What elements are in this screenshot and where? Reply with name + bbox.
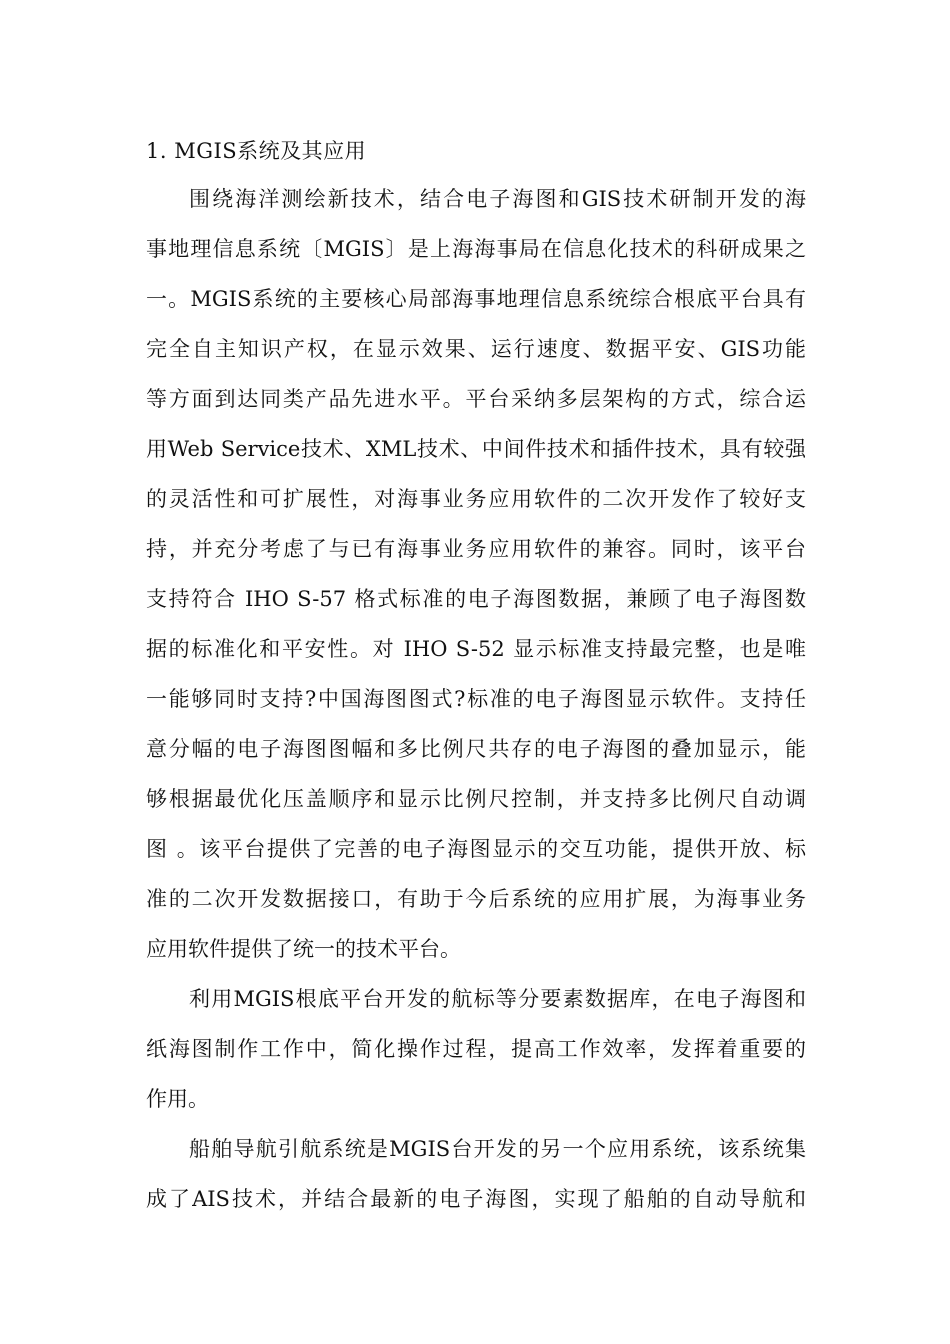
paragraph-line: 事地理信息系统〔MGIS〕是上海海事局在信息化技术的科研成果之 <box>146 237 806 261</box>
paragraph-line: 应用软件提供了统一的技术平台。 <box>146 937 461 961</box>
paragraph-line: 纸海图制作工作中，简化操作过程，提高工作效率，发挥着重要的 <box>146 1037 806 1061</box>
paragraph-line: 据的标准化和平安性。对 IHO S-52 显示标准支持最完整，也是唯 <box>146 637 806 661</box>
paragraph <box>146 974 806 1124</box>
paragraph-line: 支持符合 IHO S-57 格式标准的电子海图数据，兼顾了电子海图数 <box>146 587 806 611</box>
paragraph-line: 用Web Service技术、XML技术、中间件技术和插件技术，具有较强 <box>146 437 806 461</box>
paragraph-line: 利用MGIS根底平台开发的航标等分要素数据库，在电子海图和 <box>189 987 806 1011</box>
paragraph-line: 围绕海洋测绘新技术，结合电子海图和GIS技术研制开发的海 <box>189 187 806 211</box>
paragraph-line: 等方面到达同类产品先进水平。平台采纳多层架构的方式，综合运 <box>146 387 806 411</box>
paragraph-line: 一。MGIS系统的主要核心局部海事地理信息系统综合根底平台具有 <box>146 287 806 311</box>
paragraph-line: 图 。该平台提供了完善的电子海图显示的交互功能，提供开放、标 <box>146 837 806 861</box>
paragraph-line: 作用。 <box>146 1087 209 1111</box>
paragraph-line: 意分幅的电子海图图幅和多比例尺共存的电子海图的叠加显示，能 <box>146 737 806 761</box>
paragraph-line: 的灵活性和可扩展性，对海事业务应用软件的二次开发作了较好支 <box>146 487 806 511</box>
section-heading: 1. MGIS系统及其应用 <box>146 139 367 163</box>
paragraph-line: 够根据最优化压盖顺序和显示比例尺控制，并支持多比例尺自动调 <box>146 787 806 811</box>
paragraph <box>146 174 806 974</box>
paragraph-line: 持，并充分考虑了与已有海事业务应用软件的兼容。同时，该平台 <box>146 537 806 561</box>
paragraph-line: 一能够同时支持?中国海图图式?标准的电子海图显示软件。支持任 <box>146 687 806 711</box>
paragraph <box>146 1124 806 1224</box>
paragraph-line: 完全自主知识产权，在显示效果、运行速度、数据平安、GIS功能 <box>146 337 806 361</box>
paragraph-line: 准的二次开发数据接口，有助于今后系统的应用扩展，为海事业务 <box>146 887 806 911</box>
paragraph-line: 船舶导航引航系统是MGIS台开发的另一个应用系统，该系统集 <box>189 1137 806 1161</box>
document-body <box>146 174 806 1224</box>
paragraph-line: 成了AIS技术，并结合最新的电子海图，实现了船舶的自动导航和 <box>146 1187 806 1211</box>
